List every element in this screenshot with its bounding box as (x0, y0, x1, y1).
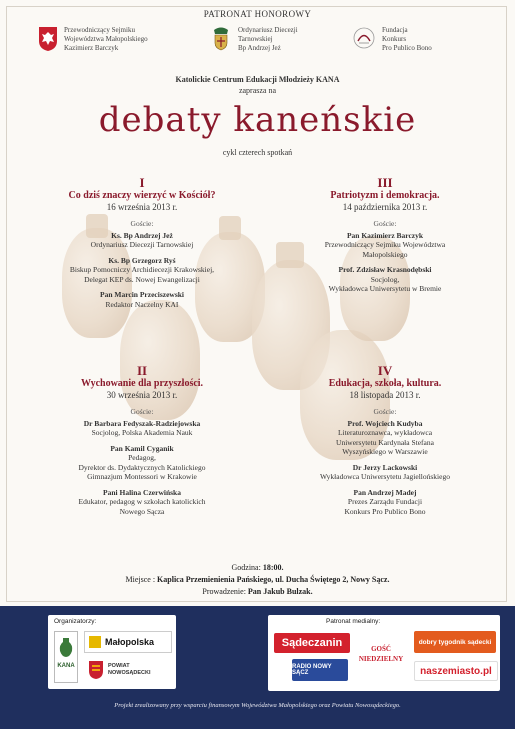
guest-name: Pan Kamil Cyganik (110, 443, 174, 453)
guest-name: Ks. Bp Grzegorz Ryś (108, 255, 176, 265)
kana-logo-text: KANA (57, 663, 75, 669)
patron-line: Województwa Małopolskiego (64, 35, 148, 43)
session-3 (270, 176, 500, 294)
guest-desc: Wyszyńskiego w Warszawie (342, 447, 428, 456)
guest-name: Dr Barbara Fedyszak-Radziejowska (83, 418, 201, 428)
event-place (0, 574, 515, 585)
host-label: Prowadzenie: (202, 587, 248, 596)
guest-desc: Edukator, pedagog w szkołach katolickich (78, 497, 206, 506)
media-panel (268, 615, 500, 691)
guest-desc: Uniwersytetu Kardynała Stefana (336, 437, 434, 447)
patron-line: Przewodniczący Sejmiku (64, 26, 135, 34)
powiat-logo-text: POWIAT NOWOSĄDECKI (108, 663, 151, 676)
patron-line: Konkurs (382, 35, 407, 43)
dobry-tygodnik-sadecki-logo: dobry tygodnik sądecki (414, 631, 496, 653)
media-label: Patronat medialny: (326, 618, 381, 625)
organizers-panel (48, 615, 176, 689)
radio-nowy-sacz-logo: RADIO NOWY SĄCZ (292, 659, 348, 681)
gosc-logo-text: GOŚĆ NIEDZIELNY (358, 645, 404, 663)
organizers-label: Organizatorzy: (54, 618, 97, 625)
guest-desc: Redaktor Naczelny KAI (105, 299, 179, 309)
guest-desc: Prezes Zarządu Fundacji (347, 497, 423, 506)
guest-desc: Nowego Sącza (119, 506, 165, 516)
session-title: Co dziś znaczy wierzyć w Kościół? (68, 190, 216, 201)
main-title: debaty kaneńskie (98, 100, 417, 140)
malopolska-crest-icon (89, 636, 101, 648)
guest-name: Ks. Bp Andrzej Jeż (111, 230, 173, 240)
patron-line: Kazimierz Barczyk (64, 44, 119, 52)
guest-name: Pan Marcin Przeciszewski (99, 290, 184, 299)
session-numeral: II (136, 363, 148, 378)
time-label: Godzina: (231, 563, 263, 572)
kana-logo (54, 631, 78, 683)
funding-note: Projekt zrealizowany przy wsparciu finansowym Województwa Małopolskiego oraz Powiatu Nowosądeckiego. (114, 702, 401, 709)
patronage-title: PATRONAT HONOROWY (203, 9, 312, 19)
guest-desc: Gimnazjum Montessori w Krakowie (87, 472, 197, 481)
session-1 (22, 176, 262, 309)
session-4 (270, 364, 500, 516)
host-value: Pan Jakub Bulzak. (247, 587, 313, 596)
series-subtitle: cykl czterech spotkań (222, 148, 293, 157)
session-numeral: IV (377, 363, 393, 378)
guest-desc: Socjolog, (370, 274, 400, 284)
guests-label: Goście: (373, 407, 397, 416)
session-date: 16 września 2013 r. (106, 202, 178, 212)
session-numeral: I (139, 175, 145, 190)
place-label: Miejsce : (125, 575, 158, 584)
organizer-line: Katolickie Centrum Edukacji Młodzieży KANA (175, 75, 340, 84)
guest-name: Dr Jerzy Lackowski (352, 462, 418, 472)
guest-desc: Pedagog, (128, 453, 156, 462)
patron-fundacja (352, 26, 432, 53)
kana-jug-icon (58, 636, 74, 658)
bishop-coat-of-arms-icon (210, 26, 232, 52)
patron-line: Ordynariusz Diecezji (238, 26, 298, 34)
session-numeral: III (377, 175, 393, 190)
session-title: Wychowanie dla przyszłości. (80, 378, 204, 389)
guest-desc: Delegat KEP ds. Nowej Ewangelizacji (84, 274, 200, 284)
guest-name: Prof. Zdzisław Krasnodębski (338, 265, 432, 274)
eagle-crest-icon (38, 26, 58, 52)
patron-line: Tarnowskiej (238, 35, 273, 43)
patron-diecezja (210, 26, 298, 53)
guest-desc: Literaturoznawca, wykładowca (337, 428, 433, 437)
session-date: 30 września 2013 r. (106, 390, 178, 400)
guest-name: Pan Andrzej Madej (353, 487, 417, 497)
gosc-niedzielny-logo (358, 639, 404, 669)
guest-desc: Socjolog, Polska Akademia Nauk (91, 428, 193, 437)
guest-desc: Przewodniczący Sejmiku Województwa (324, 240, 446, 249)
time-value: 18:00. (262, 563, 284, 572)
guests-label: Goście: (130, 219, 154, 228)
session-title: Patriotyzm i demokracja. (330, 190, 440, 201)
session-date: 18 listopada 2013 r. (349, 390, 421, 400)
naszemiasto-logo: naszemiasto.pl (414, 661, 498, 681)
guest-desc: Dyrektor ds. Dydaktycznych Katolickiego (78, 462, 206, 472)
sadeczanin-logo: Sądeczanin (274, 633, 350, 653)
guest-desc: Wykładowca Uniwersytetu w Bremie (328, 284, 442, 293)
guest-name: Pani Halina Czerwińska (103, 487, 181, 497)
guest-desc: Wykładowca Uniwersytetu Jagiellońskiego (320, 472, 450, 481)
malopolska-logo (84, 631, 172, 653)
patron-line: Bp Andrzej Jeż (238, 44, 281, 52)
session-date: 14 października 2013 r. (342, 202, 428, 212)
patron-line: Pro Publico Bono (382, 44, 432, 52)
invites-line: zaprasza na (238, 86, 277, 95)
pro-publico-bono-logo-icon (352, 26, 376, 50)
guest-name: Pan Kazimierz Barczyk (346, 230, 424, 240)
patron-line: Fundacja (382, 26, 408, 34)
session-2 (22, 364, 262, 516)
guest-desc: Ordynariusz Diecezji Tarnowskiej (90, 240, 194, 249)
patron-sejmik (38, 26, 148, 53)
malopolska-logo-text: Małopolska (105, 637, 155, 647)
guest-name: Prof. Wojciech Kudyba (347, 418, 423, 428)
powiat-logo (84, 657, 170, 683)
session-title: Edukacja, szkoła, kultura. (328, 378, 442, 389)
place-value: Kaplica Przemienienia Pańskiego, ul. Ducha Świętego 2, Nowy Sącz. (157, 575, 390, 584)
event-host (0, 586, 515, 597)
guest-desc: Konkurs Pro Publico Bono (344, 506, 426, 516)
guest-desc: Małopolskiego (362, 249, 408, 259)
event-time (0, 562, 515, 573)
powiat-crest-icon (88, 660, 104, 680)
guests-label: Goście: (373, 219, 397, 228)
guests-label: Goście: (130, 407, 154, 416)
guest-desc: Biskup Pomocniczy Archidiecezji Krakowskiej, (69, 265, 215, 274)
